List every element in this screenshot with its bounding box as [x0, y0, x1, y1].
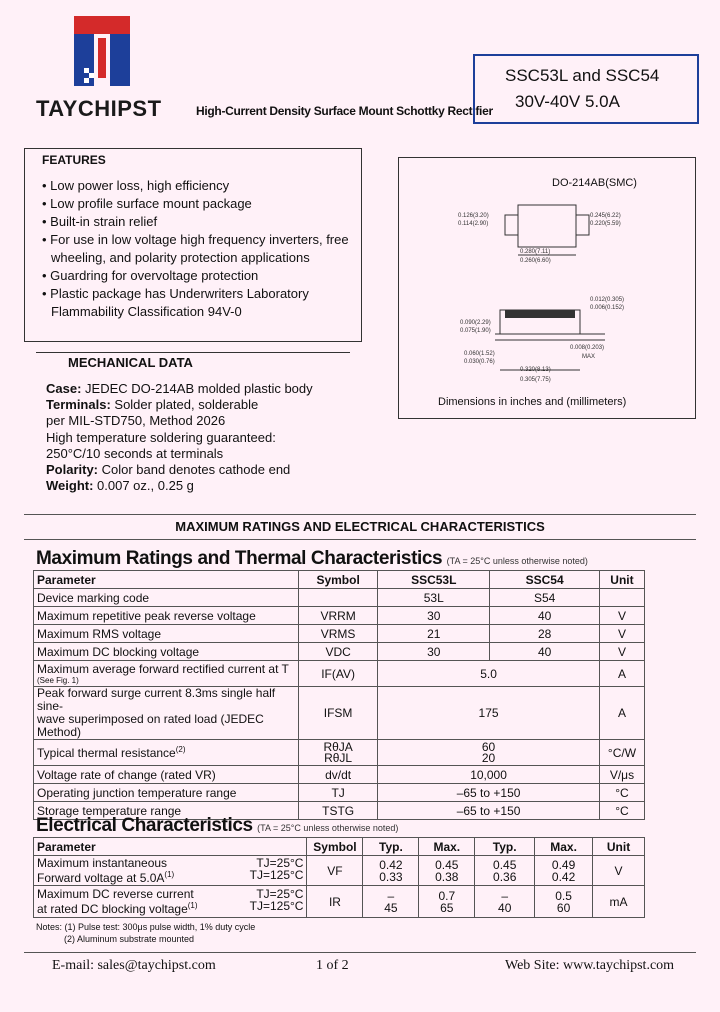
table-row: Maximum RMS voltage VRMS 21 28 V	[34, 625, 645, 643]
logo-text: TAYCHIPST	[36, 96, 162, 121]
footer-email[interactable]: E-mail: sales@taychipst.com	[52, 958, 216, 973]
package-name: DO-214AB(SMC)	[552, 177, 637, 189]
table-row: Maximum repetitive peak reverse voltage VRRM 30 40 V	[34, 607, 645, 625]
electrical-title: Electrical Characteristics	[36, 815, 253, 836]
table-header-row: Parameter Symbol SSC53L SSC54 Unit	[34, 571, 645, 589]
mechanical-data-title: MECHANICAL DATA	[36, 352, 350, 370]
document-subtitle: High-Current Density Surface Mount Schottky Rectifier	[196, 104, 493, 118]
dim-label: 0.006(0.152)	[590, 305, 625, 311]
footer-website[interactable]: Web Site: www.taychipst.com	[505, 958, 675, 973]
dim-label: 0.305(7.75)	[520, 377, 551, 383]
part-numbers: SSC53L and SSC54	[505, 66, 660, 85]
table-row: Maximum DC blocking voltage VDC 30 40 V	[34, 643, 645, 661]
ratings-heading	[36, 548, 588, 570]
dim-label: 0.126(3.20)	[458, 213, 489, 219]
features-list	[42, 177, 362, 321]
table-row: Maximum average forward rectified current at T (See Fig. 1) IF(AV) 5.0 A	[34, 661, 645, 687]
feature-item: • Low power loss, high efficiency	[42, 178, 230, 193]
ratings-title: Maximum Ratings and Thermal Characteristics	[36, 548, 443, 569]
features-title: FEATURES	[42, 153, 106, 167]
dim-label: 0.060(1.52)	[464, 351, 495, 357]
feature-item: • Plastic package has Underwriters Laboratory Flammability Classification 94V-0	[42, 286, 309, 319]
mechanical-data: Case: JEDEC DO-214AB molded plastic body Terminals: Solder plated, solderable per MIL-STD750, Method 2026 High temperature soldering guaranteed: 250°C/10 seconds at terminals Polarity: Color band denotes cathode end Weight: 0.007 oz., 0.25 g	[46, 381, 313, 494]
table-row: Voltage rate of change (rated VR) dv/dt 10,000 V/μs	[34, 766, 645, 784]
table-header-row: Parameter Symbol Typ. Max. Typ. Max. Unit	[34, 838, 645, 856]
electrical-heading	[36, 815, 398, 837]
dim-label: 0.075(1.90)	[460, 328, 491, 334]
ratings-table	[33, 570, 645, 820]
table-row: Maximum instantaneous TJ=25°C Forward voltage at 5.0A$^{(1)}$ TJ=125°C VF 0.42 0.33 0.45 0.38 0.45 0.36 0.49 0.42 V	[34, 856, 645, 886]
dim-label: 0.008(0.203)	[570, 345, 605, 351]
page-number: 1 of 2	[316, 958, 349, 973]
footer-divider	[24, 952, 696, 953]
part-rating: 30V-40V 5.0A	[515, 92, 620, 111]
feature-item: • Built-in strain relief	[42, 214, 158, 229]
dim-label: 0.090(2.29)	[460, 320, 491, 326]
dim-label: 0.012(0.305)	[590, 297, 625, 303]
table-row: Operating junction temperature range TJ –65 to +150 °C	[34, 784, 645, 802]
dim-label: 0.260(6.60)	[520, 258, 551, 264]
table-row: Typical thermal resistance$^{(2)}$ RθJA RθJL 60 20 °C/W	[34, 740, 645, 766]
company-logo	[72, 12, 132, 92]
table-row: Peak forward surge current 8.3ms single half sine- wave superimposed on rated load (JEDEC Method) IFSM 175 A	[34, 687, 645, 740]
table-row: Device marking code 53L S54	[34, 589, 645, 607]
ratings-note: (TA = 25°C unless otherwise noted)	[446, 556, 588, 566]
package-caption: Dimensions in inches and (millimeters)	[438, 396, 627, 408]
dim-label: 0.320(8.13)	[520, 367, 551, 373]
dim-label: 0.030(0.76)	[464, 359, 495, 365]
dim-label: 0.220(5.59)	[590, 221, 621, 227]
section-header: MAXIMUM RATINGS AND ELECTRICAL CHARACTERISTICS	[24, 514, 696, 540]
package-outline-drawing	[440, 195, 660, 385]
part-number-box	[473, 54, 699, 124]
feature-item: • For use in low voltage high frequency inverters, free wheeling, and polarity protection applications	[42, 232, 349, 265]
table-row: Storage temperature range TSTG –65 to +150 °C	[34, 802, 645, 820]
dim-label: MAX	[582, 354, 596, 360]
dim-label: 0.280(7.11)	[520, 249, 551, 255]
feature-item: • Low profile surface mount package	[42, 196, 252, 211]
dim-label: 0.245(6.22)	[590, 213, 621, 219]
dim-label: 0.114(2.90)	[458, 221, 489, 227]
feature-item: • Guardring for overvoltage protection	[42, 268, 259, 283]
electrical-note: (TA = 25°C unless otherwise noted)	[257, 823, 399, 833]
electrical-table	[33, 837, 645, 918]
footnotes: Notes: (1) Pulse test: 300μs pulse width, 1% duty cycle (2) Aluminum substrate mounted	[36, 922, 256, 944]
table-row: Maximum DC reverse current TJ=25°C at rated DC blocking voltage$^{(1)}$ TJ=125°C IR – 45 0.7 65 – 40 0.5 60 mA	[34, 886, 645, 918]
